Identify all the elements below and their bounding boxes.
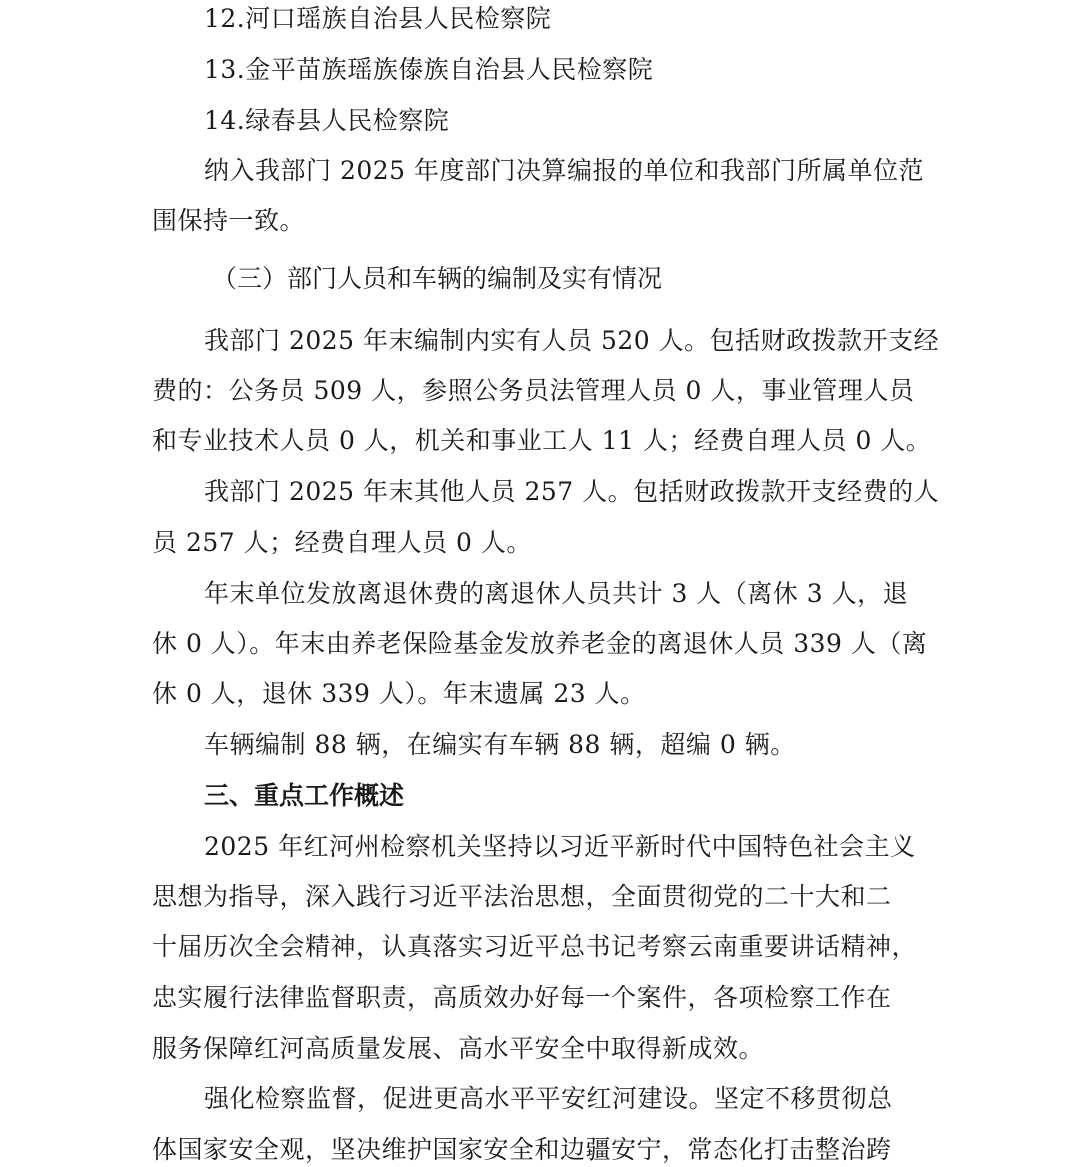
- paragraph-line: 我部门 2025 年末编制内实有人员 520 人。包括财政拨款开支经: [204, 326, 940, 355]
- list-item: 14.绿春县人民检察院: [204, 106, 450, 135]
- paragraph-line: 围保持一致。: [152, 206, 306, 235]
- paragraph-line: 服务保障红河高质量发展、高水平安全中取得新成效。: [152, 1034, 765, 1063]
- paragraph-line: 休 0 人，退休 339 人）。年末遗属 23 人。: [152, 679, 646, 708]
- paragraph-line: 年末单位发放离退休费的离退休人员共计 3 人（离休 3 人，退: [204, 579, 909, 608]
- paragraph-line: 体国家安全观，坚决维护国家安全和边疆安宁，常态化打击整治跨: [152, 1135, 892, 1164]
- paragraph-line: 我部门 2025 年末其他人员 257 人。包括财政拨款开支经费的人: [204, 477, 940, 506]
- paragraph-line: 员 257 人；经费自理人员 0 人。: [152, 528, 532, 557]
- paragraph-line: 忠实履行法律监督职责，高质效办好每一个案件，各项检察工作在: [152, 983, 892, 1012]
- paragraph-line: 思想为指导，深入践行习近平法治思想，全面贯彻党的二十大和二: [152, 882, 892, 911]
- paragraph-line: 和专业技术人员 0 人，机关和事业工人 11 人；经费自理人员 0 人。: [152, 426, 932, 455]
- paragraph-line: 费的：公务员 509 人，参照公务员法管理人员 0 人，事业管理人员: [152, 376, 915, 405]
- section-heading: （三）部门人员和车辆的编制及实有情况: [212, 264, 663, 293]
- section-heading: 三、重点工作概述: [204, 781, 405, 810]
- paragraph-line: 车辆编制 88 辆，在编实有车辆 88 辆，超编 0 辆。: [204, 730, 796, 759]
- paragraph-line: 强化检察监督，促进更高水平平安红河建设。坚定不移贯彻总: [204, 1084, 893, 1113]
- paragraph-line: 2025 年红河州检察机关坚持以习近平新时代中国特色社会主义: [204, 832, 916, 861]
- list-item: 13.金平苗族瑶族傣族自治县人民检察院: [204, 55, 654, 84]
- paragraph-line: 十届历次全会精神，认真落实习近平总书记考察云南重要讲话精神，: [152, 932, 918, 961]
- paragraph-line: 纳入我部门 2025 年度部门决算编报的单位和我部门所属单位范: [204, 156, 925, 185]
- list-item: 12.河口瑶族自治县人民检察院: [204, 4, 552, 33]
- paragraph-line: 休 0 人）。年末由养老保险基金发放养老金的离退休人员 339 人（离: [152, 629, 928, 658]
